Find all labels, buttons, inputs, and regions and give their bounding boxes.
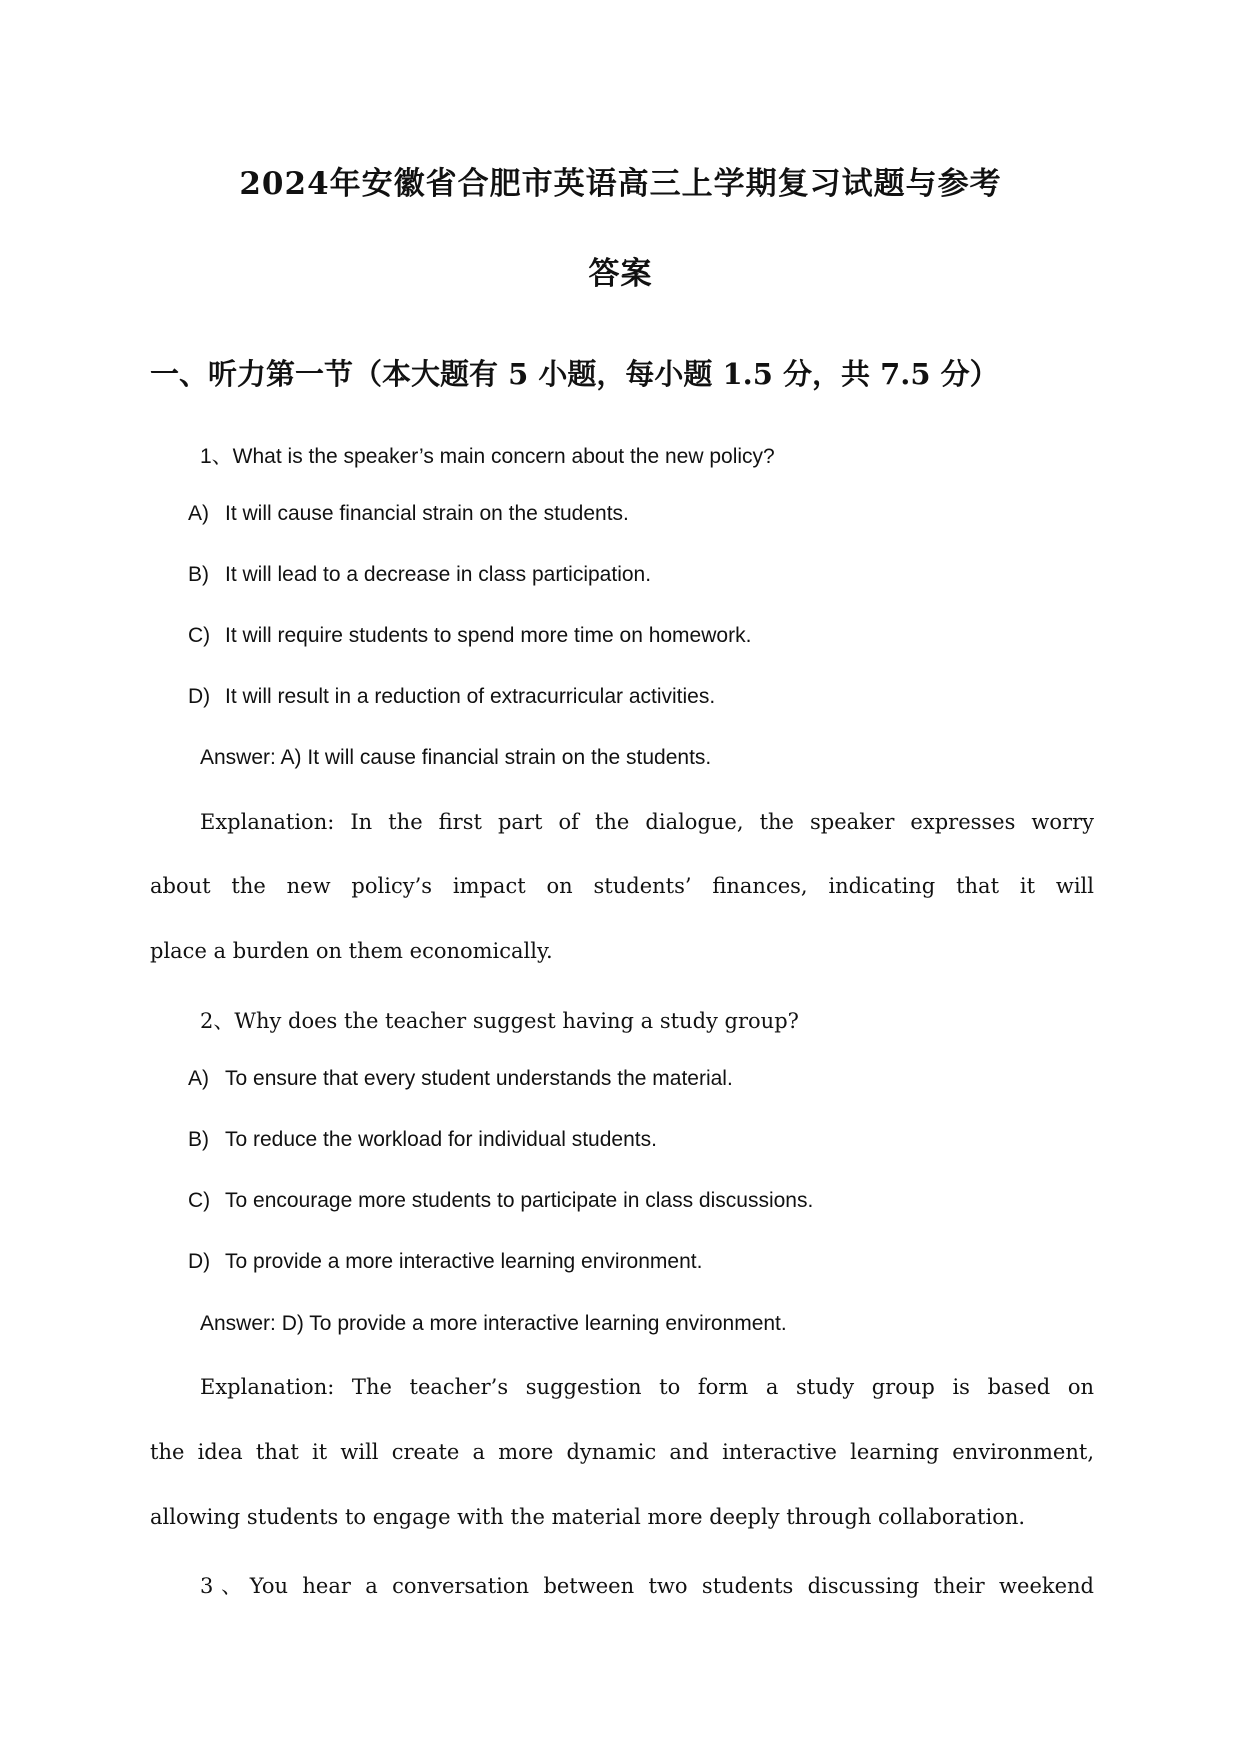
option-letter: B) <box>188 1128 209 1151</box>
question-2-answer: Answer: D) To provide a more interactive learning environment. <box>200 1312 787 1335</box>
question-2-explanation-line-1: Explanation: The teacher’s suggestion to form a study group is based on <box>200 1375 1094 1399</box>
document-title-line-1: 2024年安徽省合肥市英语高三上学期复习试题与参考 <box>239 166 1002 202</box>
question-2-option-b <box>188 1128 657 1152</box>
option-letter: D) <box>188 1250 211 1273</box>
question-1-stem: 1、What is the speaker’s main concern about the new policy? <box>200 445 775 468</box>
question-1-answer: Answer: A) It will cause financial strain on the students. <box>200 746 712 769</box>
option-text: To provide a more interactive learning environment. <box>225 1250 703 1273</box>
option-text: To reduce the workload for individual students. <box>225 1128 657 1151</box>
option-letter: C) <box>188 1189 211 1212</box>
option-text: It will cause financial strain on the students. <box>225 502 629 525</box>
option-text: It will result in a reduction of extracurricular activities. <box>225 685 716 708</box>
question-1-option-b <box>188 563 651 587</box>
question-1-explanation-line-1: Explanation: In the first part of the dialogue, the speaker expresses worry <box>200 810 1094 834</box>
document-title-line-2: 答案 <box>588 256 653 292</box>
question-1-explanation-line-2: about the new policy’s impact on students’ finances, indicating that it will <box>150 874 1094 898</box>
option-letter: D) <box>188 685 211 708</box>
question-2-option-a <box>188 1067 733 1091</box>
question-2-option-d <box>188 1250 702 1274</box>
option-text: It will require students to spend more time on homework. <box>225 624 752 647</box>
section-heading: 一、听力第一节（本大题有 5 小题，每小题 1.5 分，共 7.5 分） <box>150 357 999 391</box>
option-text: To ensure that every student understands the material. <box>225 1067 733 1090</box>
option-text: It will lead to a decrease in class participation. <box>225 563 652 586</box>
question-1-option-d <box>188 685 715 709</box>
question-1-option-c <box>188 624 751 648</box>
question-1-option-a <box>188 502 629 526</box>
option-text: To encourage more students to participate in class discussions. <box>225 1189 814 1212</box>
question-1-explanation-line-3: place a burden on them economically. <box>150 939 553 963</box>
question-2-explanation-line-3: allowing students to engage with the material more deeply through collaboration. <box>150 1505 1026 1529</box>
option-letter: A) <box>188 502 209 525</box>
question-3-stem: 3、You hear a conversation between two students discussing their weekend <box>200 1574 1094 1598</box>
option-letter: B) <box>188 563 209 586</box>
question-2-stem: 2、Why does the teacher suggest having a study group? <box>200 1009 799 1033</box>
question-2-option-c <box>188 1189 813 1213</box>
question-2-explanation-line-2: the idea that it will create a more dynamic and interactive learning environment, <box>150 1440 1094 1464</box>
option-letter: A) <box>188 1067 209 1090</box>
option-letter: C) <box>188 624 211 647</box>
